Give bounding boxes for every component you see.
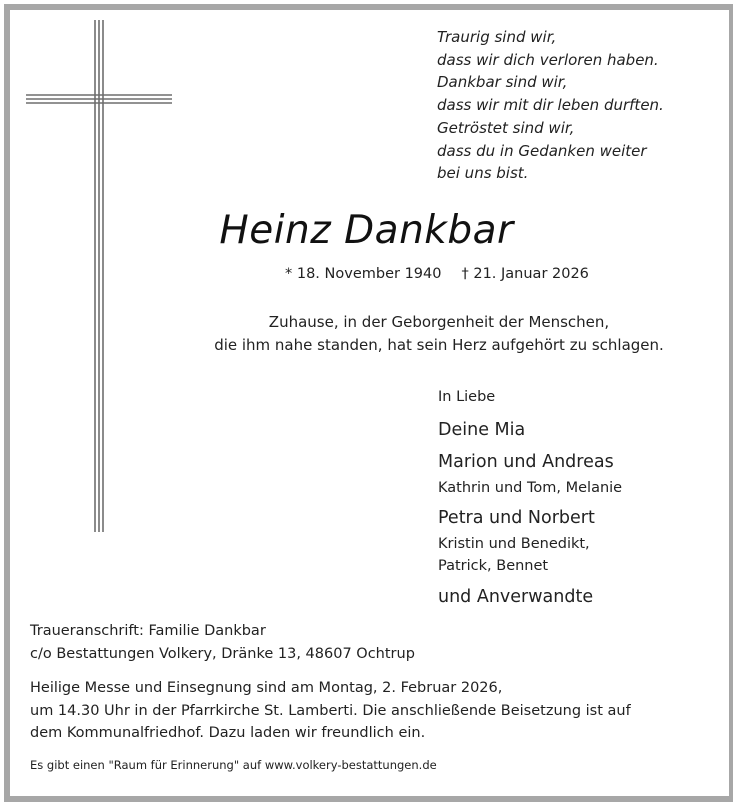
poem-line: dass wir mit dir leben durften.: [437, 96, 664, 115]
family-grandchildren-1: Kathrin und Tom, Melanie: [438, 480, 623, 496]
family-member-petra: Petra und Norbert: [438, 508, 595, 528]
tribute-line: die ihm nahe standen, hat sein Herz aufgehört zu schlagen.: [214, 336, 664, 354]
family-intro: In Liebe: [438, 389, 496, 405]
poem-line: dass du in Gedanken weiter: [437, 141, 647, 160]
poem: [437, 26, 664, 185]
poem-line: Traurig sind wir,: [437, 28, 557, 46]
mass-line: dem Kommunalfriedhof. Dazu laden wir freundlich ein.: [30, 725, 426, 741]
family-member-marion: Marion und Andreas: [438, 452, 614, 472]
family-relatives: und Anverwandte: [438, 587, 594, 607]
address-line: Traueranschrift: Familie Dankbar: [30, 623, 266, 639]
cross-icon: [26, 20, 176, 540]
poem-line: dass wir dich verloren haben.: [437, 50, 659, 69]
tribute-text: [0, 311, 733, 357]
address-line: c/o Bestattungen Volkery, Dränke 13, 48607 Ochtrup: [30, 645, 415, 662]
family-grandchildren-3: Patrick, Bennet: [438, 558, 549, 574]
poem-line: Getröstet sind wir,: [437, 118, 575, 137]
memorial-footer: Es gibt einen "Raum für Erinnerung" auf www.volkery-bestattungen.de: [30, 758, 437, 772]
family-member-mia: Deine Mia: [438, 420, 526, 440]
poem-line: Dankbar sind wir,: [437, 73, 568, 92]
poem-line: bei uns bist.: [437, 164, 529, 183]
mourning-address: [30, 620, 415, 665]
mass-line: Heilige Messe und Einsegnung sind am Montag, 2. Februar 2026,: [30, 680, 503, 696]
mass-line: um 14.30 Uhr in der Pfarrkirche St. Lamberti. Die anschließende Beisetzung ist auf: [30, 702, 631, 719]
tribute-line: Zuhause, in der Geborgenheit der Menschen,: [268, 313, 610, 331]
death-date: † 21. Januar 2026: [461, 266, 589, 282]
life-dates: [285, 266, 589, 282]
family-grandchildren-2: Kristin und Benedikt,: [438, 536, 590, 552]
birth-date: * 18. November 1940: [285, 266, 442, 282]
deceased-name: Heinz Dankbar: [219, 208, 514, 253]
mass-info: [30, 677, 631, 745]
